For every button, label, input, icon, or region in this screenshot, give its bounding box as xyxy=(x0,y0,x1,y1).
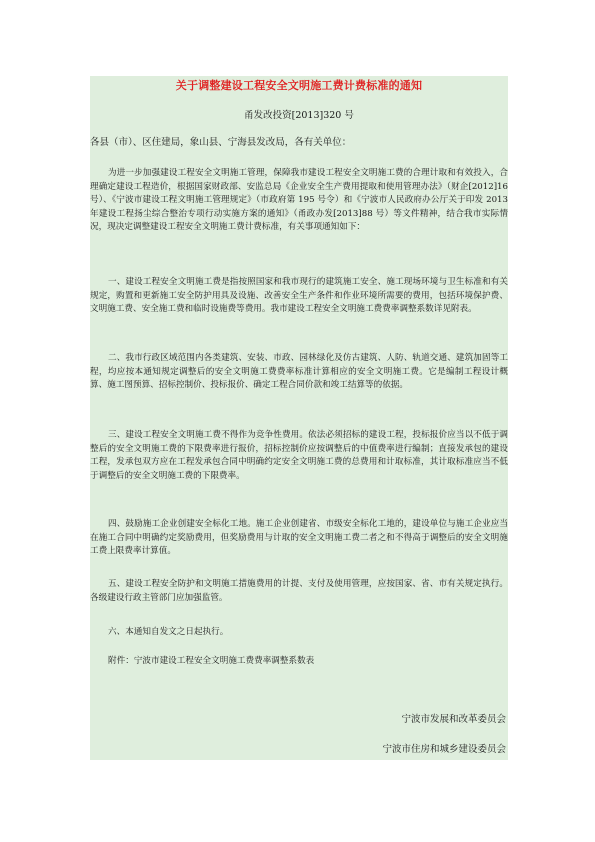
intro-paragraph: 为进一步加强建设工程安全文明施工管理，保障我市建设工程安全文明施工费的合理计取和有效投入，合理确定建设工程造价，根据国家财政部、安监总局《企业安全生产费用提取和使用管理办法》（财企[2012]16 号）、《宁波市建设工程文明施工管理规定》（市政府第 195 号令）和《宁波市人民政府办公厅关于印发 2013 年建设工程扬尘综合整治专项行动实施方案的通知》（甬政办发[2013]88 号）等文件精神，结合我市实际情况，现决定调整建设工程安全文明施工费计费标准，有关事项通知如下： xyxy=(90,168,508,233)
document-title: 关于调整建设工程安全文明施工费计费标准的通知 xyxy=(175,79,423,92)
document-sheet xyxy=(90,76,508,760)
item-paragraph-1: 一、建设工程安全文明施工费是指按照国家和我市现行的建筑施工安全、施工现场环境与卫生标准和有关规定，购置和更新施工安全防护用具及设施、改善安全生产条件和作业环境所需要的费用，包括环境保护费、文明施工费、安全施工费和临时设施费等费用。我市建设工程安全文明施工费费率调整系数详见附表。 xyxy=(90,277,508,315)
item-paragraph-6: 六、本通知自发文之日起执行。 xyxy=(108,627,229,637)
signatory-housing-construction: 宁波市住房和城乡建设委员会 xyxy=(382,744,506,755)
item-paragraph-5: 五、建设工程安全防护和文明施工措施费用的计提、支付及使用管理，应按国家、省、市有关规定执行。各级建设行政主管部门应加强监管。 xyxy=(90,579,508,603)
item-paragraph-2: 二、我市行政区域范围内各类建筑、安装、市政、园林绿化及仿古建筑、人防、轨道交通、建筑加固等工程，均应按本通知规定调整后的安全文明施工费费率标准计算相应的安全文明施工费。它是编制工程设计概算、施工图预算、招标控制价、投标报价、确定工程合同价款和竣工结算等的依据。 xyxy=(90,353,508,391)
attachment-line: 附件：宁波市建设工程安全文明施工费费率调整系数表 xyxy=(108,656,315,666)
salutation: 各县（市）、区住建局，象山县、宁海县发改局，各有关单位： xyxy=(90,137,352,148)
item-paragraph-3: 三、建设工程安全文明施工费不得作为竞争性费用。依法必须招标的建设工程，投标报价应当以不低于调整后的安全文明施工费的下限费率进行报价，招标控制价应按调整后的中值费率进行编制；直接发承包的建设工程，发承包双方应在工程发承包合同中明确约定安全文明施工费的总费用和计取标准，其计取标准应当不低于调整后的安全文明施工费的下限费率。 xyxy=(90,430,508,481)
document-number: 甬发改投资[2013]320 号 xyxy=(244,110,354,121)
signatory-development-reform: 宁波市发展和改革委员会 xyxy=(401,714,506,725)
item-paragraph-4: 四、鼓励施工企业创建安全标化工地。施工企业创建省、市级安全标化工地的，建设单位与施工企业应当在施工合同中明确约定奖励费用，但奖励费用与计取的安全文明施工费二者之和不得高于调整后的安全文明施工费上限费率计算值。 xyxy=(90,519,508,557)
